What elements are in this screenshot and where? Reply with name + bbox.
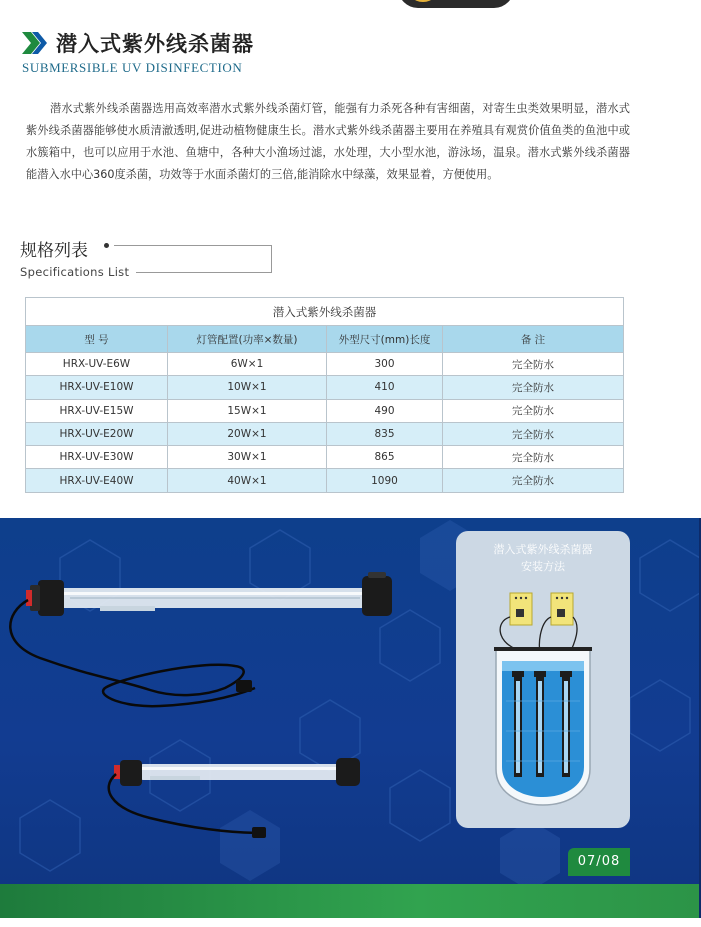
cell-model: HRX-UV-E15W	[26, 399, 168, 422]
page-number: 07/08	[568, 848, 630, 876]
cell-config: 15W×1	[168, 399, 327, 422]
intro-paragraph: 潜水式紫外线杀菌器选用高效率潜水式紫外线杀菌灯管，能强有力杀死各种有害细菌，对寄生虫类效果明显，潜水式紫外线杀菌器能够使水质清澈透明,促进动植物健康生长。潜水式紫外线杀菌器主要用在养殖具有观赏价值鱼类的鱼池中或水簇箱中，也可以应用于水池、鱼塘中，各种大小渔场过滤，水处理，大小型水池，游泳场，温泉。潜水式紫外线杀菌器能潜入水中心360度杀菌，功效等于水面杀菌灯的三倍,能消除水中绿藻，效果显着，方便使用。	[26, 102, 630, 181]
cell-model: HRX-UV-E20W	[26, 422, 168, 445]
cell-note: 完全防水	[443, 446, 624, 469]
install-diagram-card	[456, 531, 630, 828]
install-diagram	[456, 531, 630, 828]
column-header-note: 备 注	[443, 326, 624, 353]
cell-length: 300	[327, 353, 443, 376]
cell-length: 835	[327, 422, 443, 445]
cell-model: HRX-UV-E40W	[26, 469, 168, 492]
install-title-line1: 潜入式紫外线杀菌器	[493, 543, 593, 556]
spec-subtitle: Specifications List	[20, 265, 130, 279]
cell-config: 10W×1	[168, 376, 327, 399]
cell-length: 1090	[327, 469, 443, 492]
page-title: 潜入式紫外线杀菌器	[56, 32, 254, 56]
divider	[136, 272, 272, 273]
spec-title: 规格列表	[20, 241, 88, 261]
cell-length: 865	[327, 446, 443, 469]
table-row	[26, 422, 624, 445]
plug-small	[252, 827, 266, 838]
table-row	[26, 446, 624, 469]
column-header-config: 灯管配置(功率×数量)	[168, 326, 327, 353]
chevron-right-icon	[22, 32, 48, 54]
table-row	[26, 376, 624, 399]
small-uv-lamp	[114, 758, 360, 786]
cell-model: HRX-UV-E6W	[26, 353, 168, 376]
cell-note: 完全防水	[443, 422, 624, 445]
cell-note: 完全防水	[443, 469, 624, 492]
large-uv-lamp	[26, 572, 392, 616]
title-row	[22, 28, 254, 58]
divider	[271, 245, 272, 273]
cell-length: 410	[327, 376, 443, 399]
cell-config: 30W×1	[168, 446, 327, 469]
cell-config: 6W×1	[168, 353, 327, 376]
cell-config: 40W×1	[168, 469, 327, 492]
cell-model: HRX-UV-E30W	[26, 446, 168, 469]
spec-heading	[20, 236, 130, 279]
table-row	[26, 469, 624, 492]
plug-large	[236, 680, 252, 692]
install-title-line2: 安装方法	[521, 560, 565, 573]
page-bottom-margin	[0, 918, 701, 927]
cell-note: 完全防水	[443, 399, 624, 422]
cell-note: 完全防水	[443, 353, 624, 376]
cell-note: 完全防水	[443, 376, 624, 399]
cell-length: 490	[327, 399, 443, 422]
bullet-icon	[104, 243, 109, 248]
cell-model: HRX-UV-E10W	[26, 376, 168, 399]
ring-decoration	[406, 0, 440, 2]
footer-strip	[0, 884, 699, 918]
cell-config: 20W×1	[168, 422, 327, 445]
column-header-model: 型 号	[26, 326, 168, 353]
table-row	[26, 399, 624, 422]
top-tab-decoration	[398, 0, 514, 8]
spec-table	[25, 297, 624, 493]
table-row	[26, 353, 624, 376]
page-subtitle: SUBMERSIBLE UV DISINFECTION	[22, 60, 243, 75]
table-caption: 潜入式紫外线杀菌器	[26, 298, 624, 326]
column-header-length: 外型尺寸(mm)长度	[327, 326, 443, 353]
divider	[114, 245, 272, 246]
